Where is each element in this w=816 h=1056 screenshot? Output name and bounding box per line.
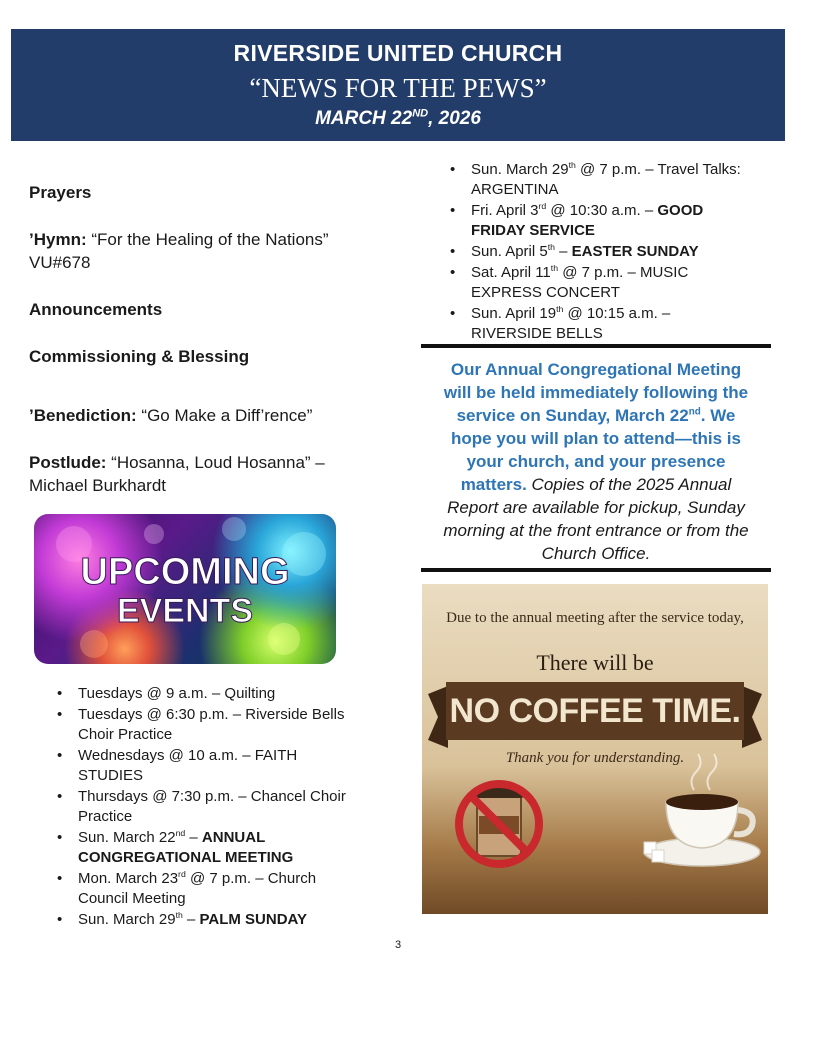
events-image-line1: UPCOMING — [80, 551, 290, 593]
service-benediction: ’Benediction: “Go Make a Diff’rence” — [29, 406, 313, 425]
newsletter-banner — [11, 29, 785, 141]
no-coffee-line2: There will be — [536, 650, 654, 675]
service-commissioning: Commissioning & Blessing — [29, 347, 250, 366]
no-coffee-ribbon: NO COFFEE TIME. — [446, 682, 744, 740]
divider-top — [421, 344, 771, 348]
no-takeout-cup-icon — [459, 784, 539, 864]
newsletter-date: MARCH 22ND, 2026 — [315, 107, 481, 129]
coffee-cup-icon — [644, 754, 760, 866]
list-item: • Sun. April 19th @ 10:15 a.m. – RIVERSIDE BELLS — [443, 304, 743, 344]
list-item: • Wednesdays @ 10 a.m. – FAITH STUDIES — [50, 746, 368, 786]
events-image-line2: EVENTS — [116, 592, 254, 630]
list-item: • Tuesdays @ 6:30 p.m. – Riverside Bells Choir Practice — [50, 705, 368, 745]
list-item: • Fri. April 3rd @ 10:30 a.m. – GOOD FRIDAY SERVICE — [443, 201, 743, 241]
no-coffee-line4: Thank you for understanding. — [505, 750, 685, 766]
upcoming-events-list-right — [443, 160, 743, 345]
service-postlude: Postlude: “Hosanna, Loud Hosanna” – Michael Burkhardt — [29, 453, 325, 495]
newsletter-title: “NEWS FOR THE PEWS” — [249, 73, 547, 103]
service-announcements: Announcements — [29, 300, 163, 319]
list-item: • Sat. April 11th @ 7 p.m. – MUSIC EXPRESS CONCERT — [443, 263, 743, 303]
service-prayers: Prayers — [29, 183, 92, 202]
upcoming-events-image — [34, 514, 336, 664]
list-item: • Sun. April 5th – EASTER SUNDAY — [443, 242, 743, 262]
no-coffee-line1: Due to the annual meeting after the service today, — [446, 610, 744, 626]
divider-bottom — [421, 568, 771, 572]
annual-meeting-notice: Our Annual Congregational Meeting will be held immediately following the service on Sunday, March 22nd. We hope you will plan to attend—this is your church, and your presence matters. Copies of the 2025 Annual Report are available for pickup, Sunday morning at the front entrance or from the Church Office. — [443, 360, 749, 563]
list-item: • Mon. March 23rd @ 7 p.m. – Church Council Meeting — [50, 869, 368, 909]
list-item: • Sun. March 29th – PALM SUNDAY — [50, 910, 368, 930]
list-item: • Thursdays @ 7:30 p.m. – Chancel Choir Practice — [50, 787, 368, 827]
list-item: • Tuesdays @ 9 a.m. – Quilting — [50, 684, 368, 704]
no-coffee-image — [422, 584, 768, 914]
list-item: • Sun. March 29th @ 7 p.m. – Travel Talks: ARGENTINA — [443, 160, 743, 200]
service-hymn: ’Hymn: “For the Healing of the Nations” VU#678 — [29, 230, 329, 272]
page-number: 3 — [394, 939, 402, 951]
upcoming-events-list-left — [50, 684, 368, 931]
list-item: • Sun. March 22nd – ANNUAL CONGREGATIONAL MEETING — [50, 828, 368, 868]
church-name: RIVERSIDE UNITED CHURCH — [233, 40, 563, 66]
